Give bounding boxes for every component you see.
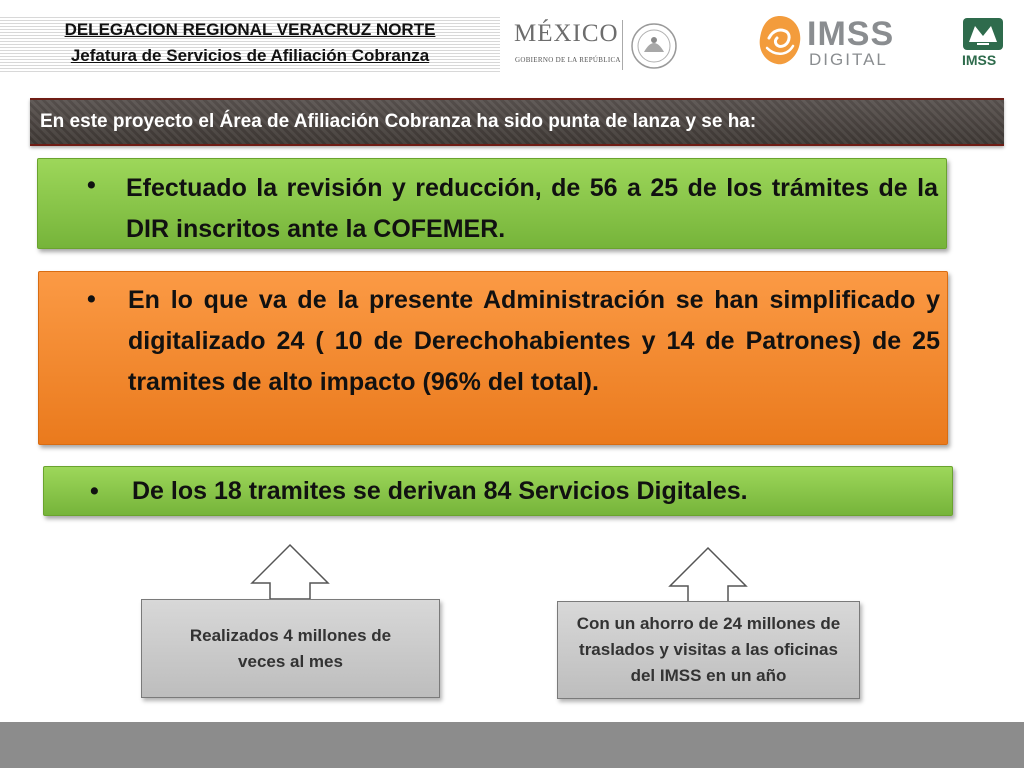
bullet-box-2 [38, 271, 948, 445]
mexico-word: MÉXICO [514, 20, 619, 47]
arrow-up-icon [250, 543, 330, 600]
imss-logo-word: IMSS [962, 52, 997, 68]
bullet-mark-3: • [90, 477, 99, 505]
callout-text-1: Realizados 4 millones de veces al mes [189, 625, 392, 671]
imss-digital-icon [755, 12, 805, 68]
bullet-text-2: En lo que va de la presente Administración se han simplificado y digitalizado 24 ( 10 de Derechohabientes y 14 de Patrones) de 25 tramites de alto impacto (96% del total). [128, 286, 940, 396]
callout-text-2: Con un ahorro de 24 millones de traslados y visitas a las oficinas del IMSS en un año [576, 614, 841, 685]
header-subtitle: Jefatura de Servicios de Afiliación Cobranza [70, 46, 430, 65]
bullet-box-3 [43, 466, 953, 516]
bullet-mark-1: • [87, 171, 96, 199]
imss-digital-sub: DIGITAL [809, 50, 888, 69]
header-title: DELEGACION REGIONAL VERACRUZ NORTE [64, 20, 436, 39]
mexico-divider [622, 20, 623, 70]
imss-digital-word: IMSS [807, 15, 895, 53]
callout-box-1 [141, 599, 440, 698]
bullet-text-3: De los 18 tramites se derivan 84 Servicios Digitales. [132, 477, 748, 505]
mexico-logo [514, 20, 684, 72]
imss-logo [960, 16, 1006, 72]
arrow-up-icon [668, 546, 748, 603]
mexico-seal-icon [628, 22, 680, 70]
bullet-box-1 [37, 158, 947, 249]
bullet-mark-2: • [87, 285, 96, 313]
intro-banner [30, 98, 1004, 146]
bullet-text-1: Efectuado la revisión y reducción, de 56 a 25 de los trámites de la DIR inscritos ante la COFEMER. [126, 174, 938, 243]
mexico-subtitle: GOBIERNO DE LA REPÚBLICA [515, 56, 621, 64]
imss-eagle-icon [961, 16, 1005, 52]
callout-box-2 [557, 601, 860, 699]
imss-digital-logo [755, 12, 895, 70]
footer-bar [0, 722, 1024, 768]
banner-text: En este proyecto el Área de Afiliación Cobranza ha sido punta de lanza y se ha: [40, 111, 757, 132]
